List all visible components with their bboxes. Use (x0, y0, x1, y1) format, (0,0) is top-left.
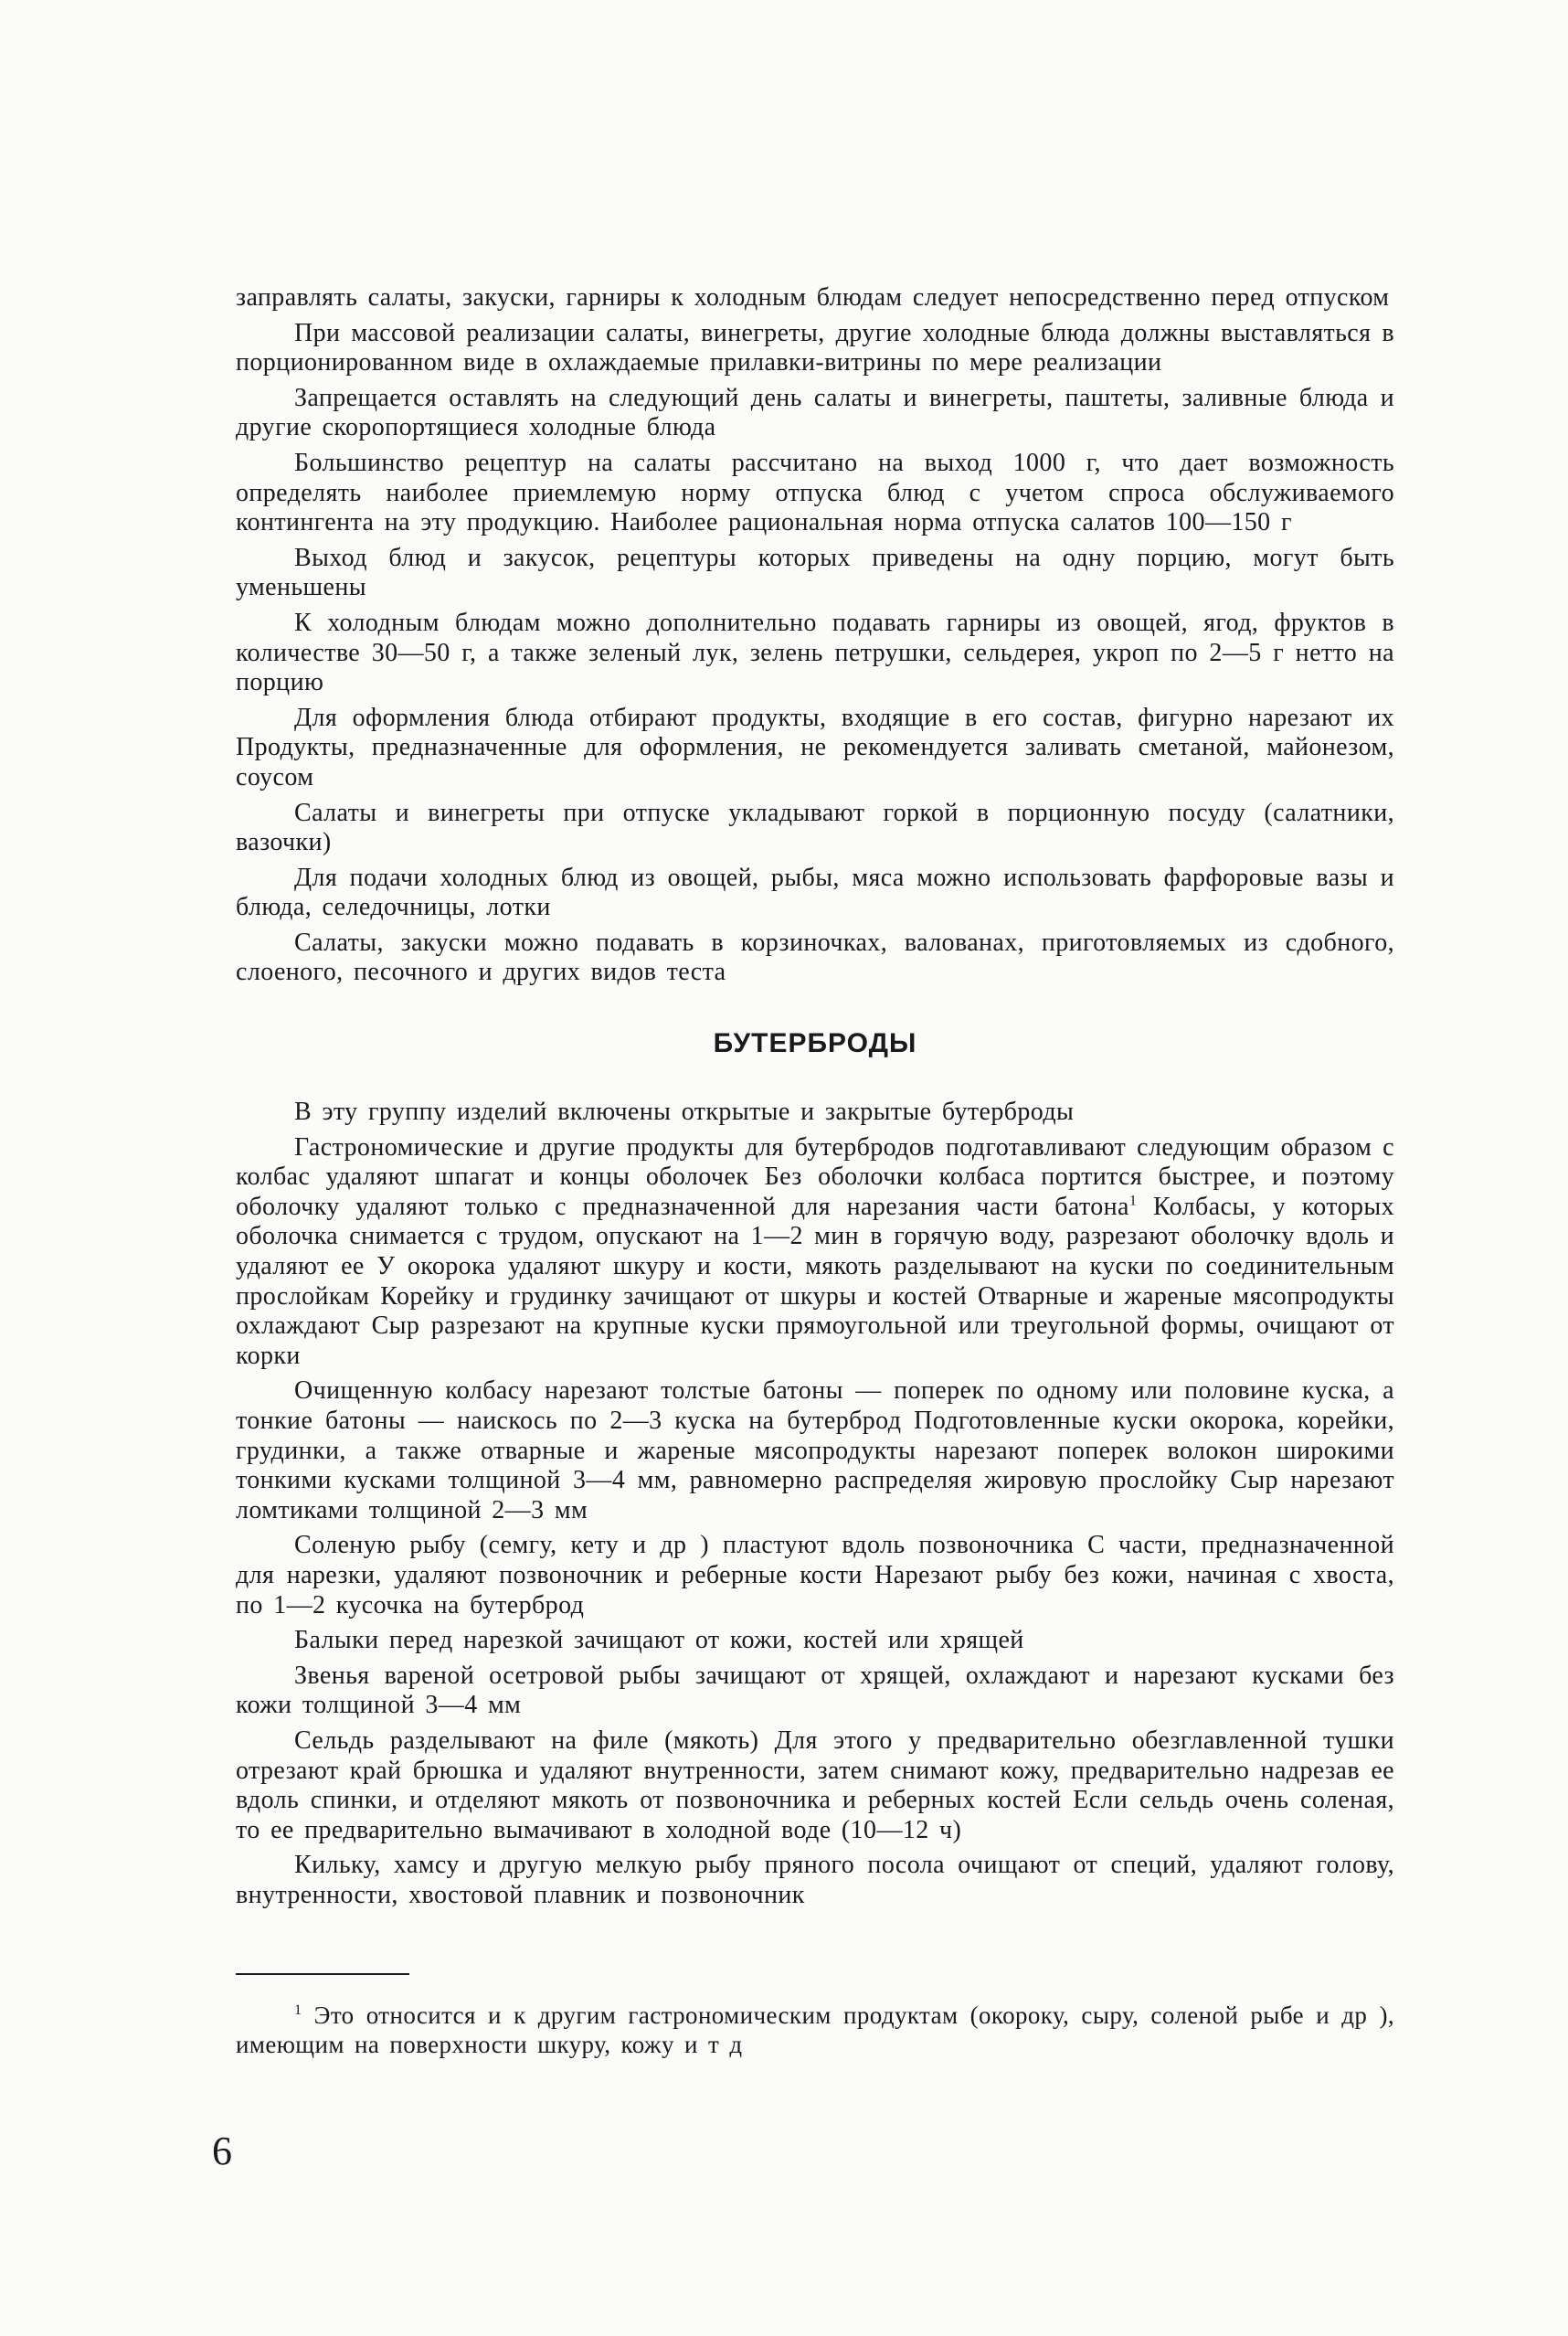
paragraph: Балыки перед нарезкой зачищают от кожи, костей или хрящей (294, 1626, 1024, 1655)
paragraph-text-continued: Колбасы, у которых оболочка снимается с трудом, опускают на 1—2 мин в горячую воду, разрезают оболочку вдоль и удаляют ее У окорока удаляют шкуру и кости, мякоть разделывают на куски по соединительным прослойкам Корейку и грудинку зачищают от шкуры и костей Отварные и жареные мясопродукты охлаждают Сыр разрезают на крупные куски прямоугольной или треугольной формы, очищают от корки (236, 1192, 1394, 1370)
paragraph: Выход блюд и закусок, рецептуры которых приведены на одну порцию, могут быть уменьшены (236, 543, 1394, 602)
paragraph: Соленую рыбу (семгу, кету и др ) пластуют вдоль позвоночника С части, предназначенной для нарезки, удаляют позвоночник и реберные кости Нарезают рыбу без кожи, начиная с хвоста, по 1—2 кусочка на бутерброд (236, 1531, 1394, 1619)
paragraph: Для оформления блюда отбирают продукты, входящие в его состав, фигурно нарезают их Продукты, предназначенные для оформления, не рекомендуется заливать сметаной, майонезом, соусом (236, 703, 1394, 791)
page-number: 6 (212, 2129, 232, 2173)
paragraph: Звенья вареной осетровой рыбы зачищают от хрящей, охлаждают и нарезают кусками без кожи толщиной 3—4 мм (236, 1661, 1394, 1720)
footnote-reference[interactable]: 1 (1128, 1193, 1138, 1209)
footnote-divider (236, 1973, 409, 1975)
paragraph: К холодным блюдам можно дополнительно подавать гарниры из овощей, ягод, фруктов в количестве 30—50 г, а также зеленый лук, зелень петрушки, сельдерея, укроп по 2—5 г нетто на порцию (236, 608, 1394, 697)
paragraph-with-footnote-ref (236, 1133, 1394, 1372)
paragraph: Очищенную колбасу нарезают толстые батоны — поперек по одному или половине куска, а тонкие батоны — наискось по 2—3 куска на бутерброд Подготовленные куски окорока, корейки, грудинки, а также отварные и жареные мясопродукты нарезают поперек волокон широкими тонкими кусками толщиной 3—4 мм, равномерно распределяя жировую прослойку Сыр нарезают ломтиками толщиной 2—3 мм (236, 1376, 1394, 1524)
paragraph: Запрещается оставлять на следующий день салаты и винегреты, паштеты, заливные блюда и другие скоропортящиеся холодные блюда (236, 383, 1394, 442)
paragraph: Салаты, закуски можно подавать в корзиночках, валованах, приготовляемых из сдобного, слоеного, песочного и других видов теста (236, 928, 1394, 987)
page-body (236, 283, 1394, 2059)
paragraph: При массовой реализации салаты, винегреты, другие холодные блюда должны выставляться в порционированном виде в охлаждаемые прилавки-витрины по мере реализации (236, 318, 1394, 377)
footnote-text: Это относится и к другим гастрономическим продуктам (окороку, сыру, соленой рыбе и др ), имеющим на поверхности шкуру, кожу и т д (236, 2001, 1394, 2058)
section-heading: БУТЕРБРОДЫ (713, 1028, 917, 1059)
paragraph: Сельдь разделывают на филе (мякоть) Для этого у предварительно обезглавленной тушки отрезают край брюшка и удаляют внутренности, затем снимают кожу, предварительно надрезав ее вдоль спинки, и отделяют мякоть от позвоночника и реберных костей Если сельдь очень соленая, то ее предварительно вымачивают в холодной воде (10—12 ч) (236, 1725, 1394, 1844)
paragraph: В эту группу изделий включены открытые и закрытые бутерброды (294, 1098, 1075, 1127)
paragraph-text: Гастрономические и другие продукты для бутербродов подготавливают следующим образом с колбас удаляют шпагат и концы оболочек Без оболочки колбаса портится быстрее, и поэтому оболочку удаляют только с предназначенной для нарезания части батона (236, 1132, 1394, 1221)
paragraph: Для подачи холодных блюд из овощей, рыбы, мяса можно использовать фарфоровые вазы и блюда, селедочницы, лотки (236, 863, 1394, 922)
paragraph: Большинство рецептур на салаты рассчитано на выход 1000 г, что дает возможность определять наиболее приемлемую норму отпуска блюд с учетом спроса обслуживаемого контингента на эту продукцию. Наиболее рациональная норма отпуска салатов 100—150 г (236, 448, 1394, 537)
paragraph: заправлять салаты, закуски, гарниры к холодным блюдам следует непосредственно перед отпуском (236, 283, 1390, 312)
footnote (236, 2001, 1394, 2059)
paragraph: Кильку, хамсу и другую мелкую рыбу пряного посола очищают от специй, удаляют голову, внутренности, хвостовой плавник и позвоночник (236, 1851, 1394, 1909)
paragraph: Салаты и винегреты при отпуске укладывают горкой в порционную посуду (салатники, вазочки) (236, 798, 1394, 857)
footnote-marker: 1 (294, 2002, 302, 2018)
